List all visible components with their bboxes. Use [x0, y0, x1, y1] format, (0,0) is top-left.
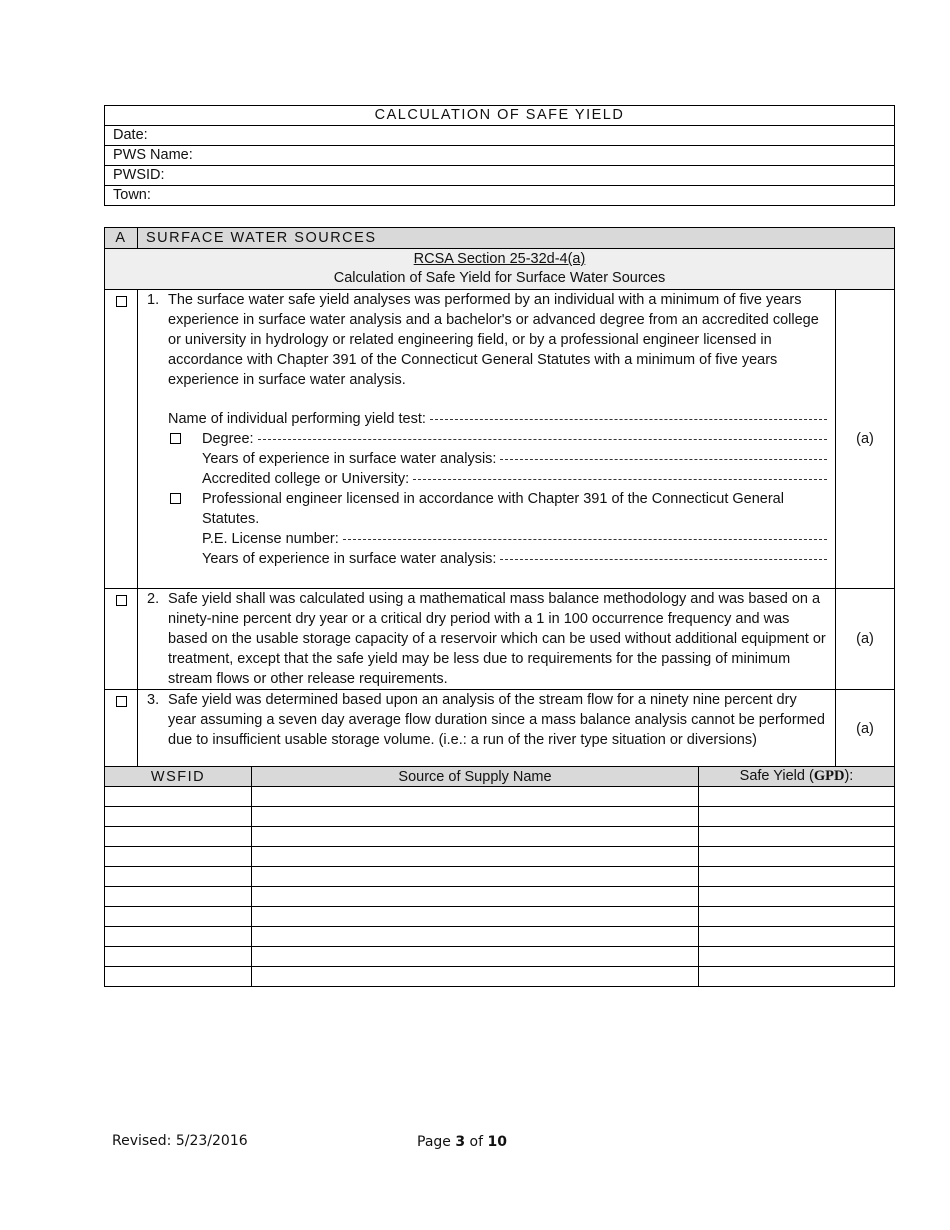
page-of: of — [465, 1134, 488, 1150]
item2 — [138, 589, 836, 690]
rcsa-header — [105, 249, 895, 290]
item1 — [138, 290, 836, 589]
source-name-cell[interactable] — [252, 907, 699, 927]
item1-checkbox[interactable] — [116, 296, 127, 307]
table-row — [105, 867, 895, 887]
college-field[interactable] — [168, 469, 827, 489]
wsfid-cell[interactable] — [105, 967, 252, 987]
table-row — [105, 847, 895, 867]
item1-number: 1. — [147, 292, 160, 308]
source-name-cell[interactable] — [252, 967, 699, 987]
item3-checkbox[interactable] — [116, 696, 127, 707]
safe-yield-cell[interactable] — [699, 847, 895, 867]
item3-text: Safe yield was determined based upon an analysis of the stream flow for a ninety nine percent dry year assuming a seven day average flow duration since a mass balance analysis cannot be performed due to insufficient usable storage volume. (i.e.: a run of the river type situation or diversions) — [168, 692, 825, 748]
wsfid-cell[interactable] — [105, 807, 252, 827]
item3 — [138, 690, 836, 769]
rcsa-subtitle: Calculation of Safe Yield for Surface Water Sources — [333, 270, 666, 286]
wsfid-cell[interactable] — [105, 787, 252, 807]
safe-yield-cell[interactable] — [699, 867, 895, 887]
table-row — [105, 927, 895, 947]
source-name-cell[interactable] — [252, 847, 699, 867]
item3-checkbox-cell — [105, 690, 138, 769]
years-label-2: Years of experience in surface water analysis: — [202, 551, 497, 567]
source-name-cell[interactable] — [252, 807, 699, 827]
section-letter: A — [105, 228, 138, 249]
degree-field[interactable] — [168, 429, 827, 449]
safe-yield-cell[interactable] — [699, 927, 895, 947]
table-row — [105, 887, 895, 907]
wsfid-cell[interactable] — [105, 827, 252, 847]
col-source-name: Source of Supply Name — [252, 767, 699, 787]
safe-yield-cell[interactable] — [699, 967, 895, 987]
item2-text: Safe yield shall was calculated using a mathematical mass balance methodology and was based on a ninety-nine percent dry year or a critical dry period with a 1 in 100 occurrence frequency and was based on the usable storage capacity of a reservoir which can be used without additional equipment or treatment, except that the safe yield may be less due to requirements for the passing of minimum stream flows or other release requirements. — [168, 591, 826, 687]
page-number — [417, 1134, 507, 1150]
wsfid-cell[interactable] — [105, 907, 252, 927]
source-name-cell[interactable] — [252, 827, 699, 847]
page-current: 3 — [455, 1134, 466, 1150]
source-table — [104, 766, 895, 987]
years-field[interactable] — [168, 449, 827, 469]
item2-checkbox[interactable] — [116, 595, 127, 606]
table-row — [105, 807, 895, 827]
item2-checkbox-cell — [105, 589, 138, 690]
safe-yield-cell[interactable] — [699, 787, 895, 807]
safe-yield-cell[interactable] — [699, 807, 895, 827]
col-safe-yield-suffix: ): — [844, 768, 854, 784]
item2-ref: (a) — [836, 589, 895, 690]
pe-text: Professional engineer licensed in accordance with Chapter 391 of the Connecticut General Statutes. — [202, 491, 784, 527]
table-row — [105, 947, 895, 967]
degree-label: Degree: — [202, 431, 254, 447]
safe-yield-cell[interactable] — [699, 947, 895, 967]
header-table — [104, 105, 895, 206]
safe-yield-cell[interactable] — [699, 827, 895, 847]
pe-option — [168, 489, 827, 529]
item1-ref: (a) — [836, 290, 895, 589]
table-row — [105, 967, 895, 987]
page-total: 10 — [487, 1134, 507, 1150]
source-name-cell[interactable] — [252, 927, 699, 947]
rcsa-section: RCSA Section 25-32d-4(a) — [413, 251, 586, 267]
source-name-cell[interactable] — [252, 787, 699, 807]
wsfid-cell[interactable] — [105, 947, 252, 967]
name-label: Name of individual performing yield test: — [168, 411, 426, 427]
pwsid-field[interactable]: PWSID: — [105, 166, 895, 186]
item2-number: 2. — [147, 591, 160, 607]
wsfid-cell[interactable] — [105, 927, 252, 947]
pe-checkbox[interactable] — [170, 493, 181, 504]
safe-yield-cell[interactable] — [699, 907, 895, 927]
section-a-table — [104, 227, 895, 769]
item1-text: The surface water safe yield analyses was performed by an individual with a minimum of five years experience in surface water analysis and a bachelor's or advanced degree from an accredited college or university in hydrology or related engineering field, or by a professional engineer licensed in accordance with Chapter 391 of the Connecticut General Statutes with a minimum of five years experience in surface water analysis. — [168, 292, 819, 388]
wsfid-cell[interactable] — [105, 887, 252, 907]
col-safe-yield — [699, 767, 895, 787]
wsfid-cell[interactable] — [105, 867, 252, 887]
source-name-cell[interactable] — [252, 887, 699, 907]
license-label: P.E. License number: — [202, 531, 339, 547]
wsfid-cell[interactable] — [105, 847, 252, 867]
table-row — [105, 907, 895, 927]
college-label: Accredited college or University: — [202, 471, 410, 487]
town-field[interactable]: Town: — [105, 186, 895, 206]
col-safe-yield-prefix: Safe Yield ( — [739, 768, 814, 784]
section-title: SURFACE WATER SOURCES — [138, 228, 895, 249]
revised-date: Revised: 5/23/2016 — [112, 1133, 248, 1149]
form-title: CALCULATION OF SAFE YIELD — [105, 106, 895, 126]
years-field-2[interactable] — [168, 549, 827, 569]
page-prefix: Page — [417, 1134, 456, 1150]
license-field[interactable] — [168, 529, 827, 549]
degree-checkbox[interactable] — [170, 433, 181, 444]
name-field[interactable] — [168, 409, 827, 429]
pws-name-field[interactable]: PWS Name: — [105, 146, 895, 166]
source-name-cell[interactable] — [252, 867, 699, 887]
item3-number: 3. — [147, 692, 160, 708]
col-wsfid: WSFID — [105, 767, 252, 787]
years-label: Years of experience in surface water analysis: — [202, 451, 497, 467]
table-row — [105, 827, 895, 847]
safe-yield-cell[interactable] — [699, 887, 895, 907]
source-name-cell[interactable] — [252, 947, 699, 967]
date-field[interactable]: Date: — [105, 126, 895, 146]
table-row — [105, 787, 895, 807]
item3-ref: (a) — [836, 690, 895, 769]
item1-checkbox-cell — [105, 290, 138, 589]
col-safe-yield-unit: GPD — [813, 768, 845, 784]
